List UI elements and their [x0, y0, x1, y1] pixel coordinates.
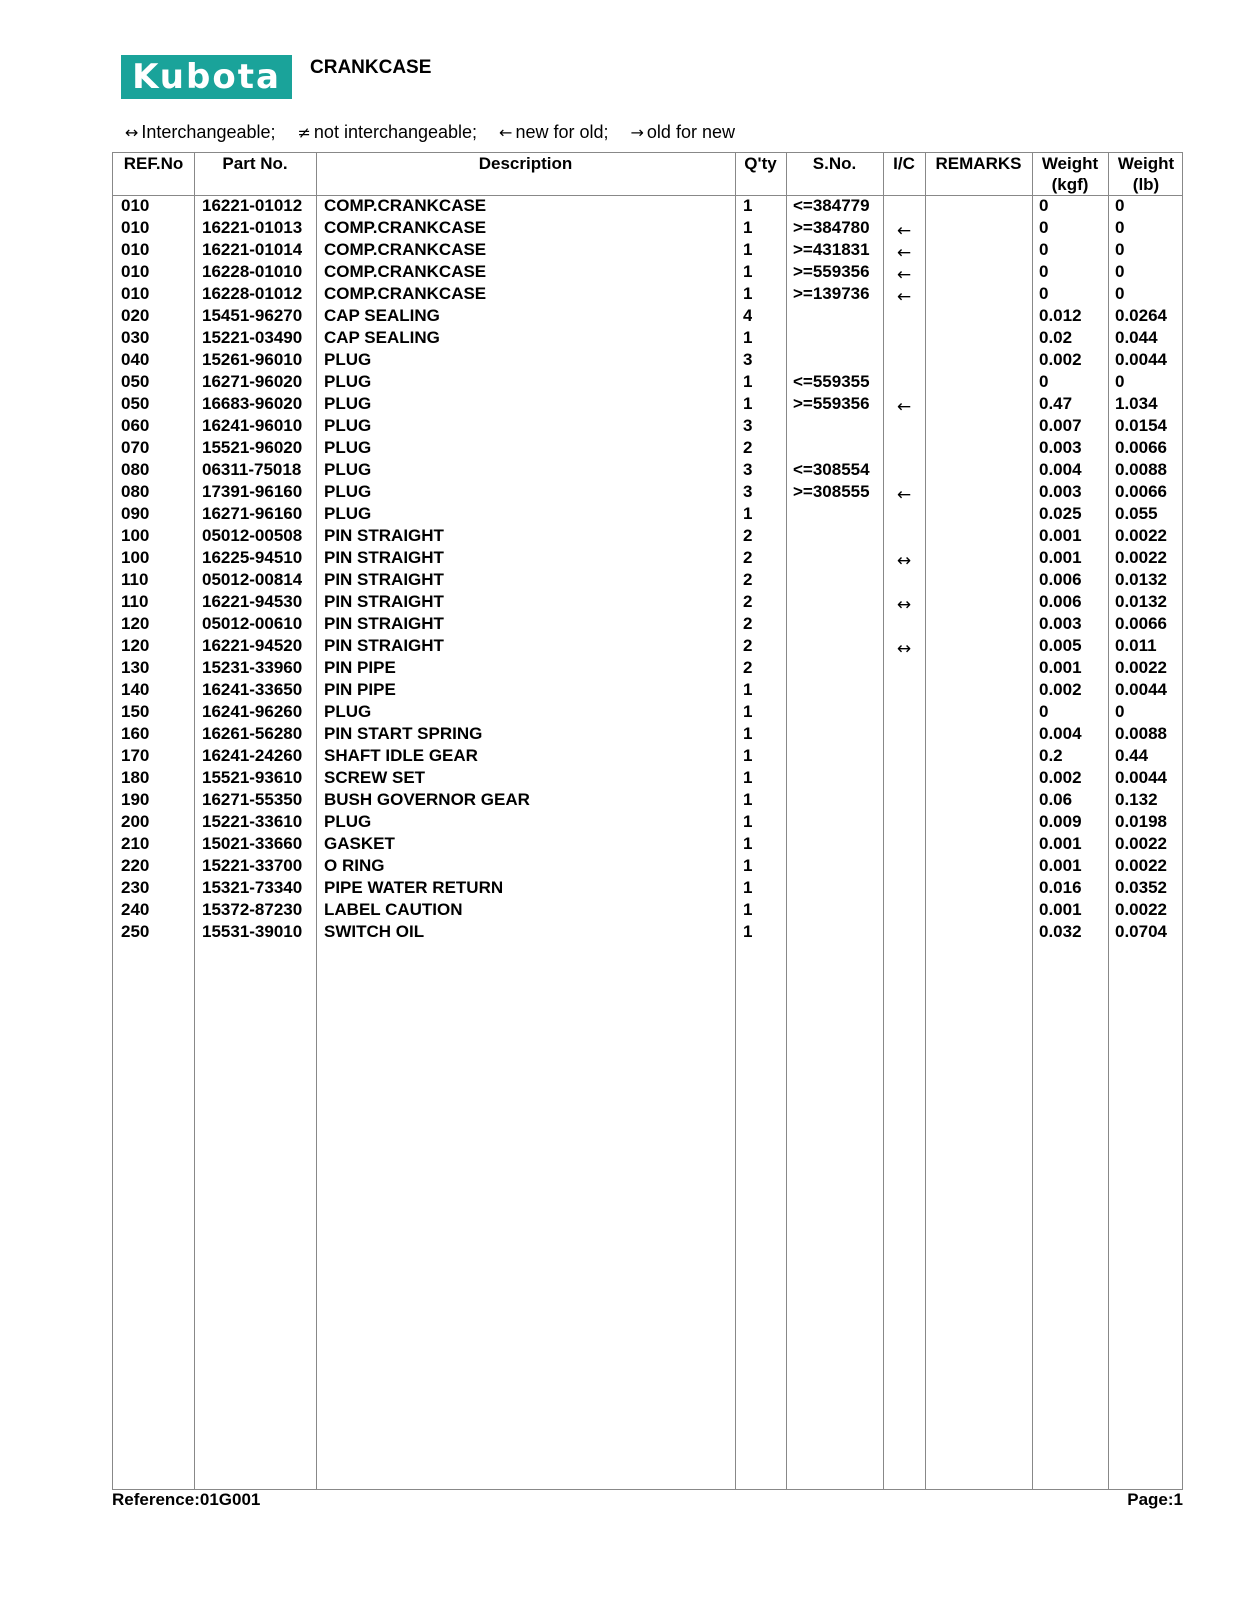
table-row [113, 415, 1182, 437]
table-row [113, 635, 1182, 657]
cell-description: PLUG [324, 504, 372, 523]
header-qty: Q'ty [744, 154, 777, 173]
cell-part-no: 15531-39010 [202, 922, 303, 941]
cell-weight-kgf: 0.002 [1039, 768, 1082, 787]
cell-description: PLUG [324, 372, 372, 391]
cell-part-no: 16261-56280 [202, 724, 303, 743]
cell-part-no: 16228-01010 [202, 262, 303, 281]
table-row [113, 349, 1182, 371]
cell-weight-kgf: 0 [1039, 262, 1049, 281]
table-row [113, 833, 1182, 855]
cell-weight-kgf: 0.003 [1039, 614, 1082, 633]
cell-weight-kgf: 0.004 [1039, 460, 1082, 479]
cell-part-no: 16241-96260 [202, 702, 303, 721]
logo-text: Kubota [132, 57, 281, 97]
table-row [113, 679, 1182, 701]
cell-qty: 2 [743, 526, 753, 545]
cell-part-no: 15221-33610 [202, 812, 303, 831]
legend-item [631, 122, 735, 143]
cell-serial-no: >=559356 [793, 262, 870, 281]
header-weight-lb-line2: (lb) [1132, 175, 1160, 194]
cell-weight-kgf: 0.001 [1039, 834, 1082, 853]
cell-ref-no: 190 [121, 790, 150, 809]
cell-part-no: 16683-96020 [202, 394, 303, 413]
cell-weight-kgf: 0.001 [1039, 548, 1082, 567]
cell-qty: 3 [743, 482, 753, 501]
cell-weight-kgf: 0.004 [1039, 724, 1082, 743]
cell-serial-no: >=559356 [793, 394, 870, 413]
cell-ref-no: 130 [121, 658, 150, 677]
cell-weight-lb: 0.0066 [1115, 614, 1167, 633]
cell-part-no: 15221-33700 [202, 856, 303, 875]
cell-weight-kgf: 0.025 [1039, 504, 1082, 523]
cell-weight-lb: 0.044 [1115, 328, 1158, 347]
parts-table [112, 152, 1183, 1490]
cell-qty: 1 [743, 834, 753, 853]
cell-weight-kgf: 0 [1039, 218, 1049, 237]
cell-weight-kgf: 0.47 [1039, 394, 1073, 413]
cell-weight-kgf: 0.001 [1039, 856, 1082, 875]
cell-weight-lb: 0.011 [1115, 636, 1157, 655]
cell-qty: 2 [743, 614, 753, 633]
cell-ref-no: 110 [121, 570, 149, 589]
cell-weight-kgf: 0.005 [1039, 636, 1082, 655]
cell-ref-no: 220 [121, 856, 150, 875]
cell-weight-lb: 0.0154 [1115, 416, 1167, 435]
cell-qty: 1 [743, 284, 753, 303]
cell-description: PIN PIPE [324, 658, 396, 677]
cell-description: COMP.CRANKCASE [324, 262, 487, 281]
table-row [113, 217, 1182, 239]
table-row [113, 305, 1182, 327]
cell-weight-lb: 0.0022 [1115, 900, 1167, 919]
table-row [113, 283, 1182, 305]
cell-qty: 1 [743, 790, 753, 809]
cell-description: PLUG [324, 438, 372, 457]
cell-ref-no: 100 [121, 526, 150, 545]
cell-weight-kgf: 0 [1039, 196, 1049, 215]
cell-description: SHAFT IDLE GEAR [324, 746, 478, 765]
cell-weight-kgf: 0 [1039, 702, 1049, 721]
cell-weight-kgf: 0.06 [1039, 790, 1073, 809]
legend-label: old for new [646, 122, 735, 142]
cell-qty: 1 [743, 878, 753, 897]
cell-serial-no: >=308555 [793, 482, 870, 501]
legend [125, 122, 735, 143]
cell-part-no: 05012-00814 [202, 570, 303, 589]
cell-description: PLUG [324, 702, 372, 721]
cell-description: PLUG [324, 350, 372, 369]
legend-item [298, 122, 478, 143]
cell-weight-kgf: 0.002 [1039, 350, 1082, 369]
table-row [113, 745, 1182, 767]
table-row [113, 613, 1182, 635]
cell-part-no: 16271-96020 [202, 372, 303, 391]
cell-ref-no: 200 [121, 812, 150, 831]
legend-label: not interchangeable; [313, 122, 478, 142]
cell-description: PLUG [324, 812, 372, 831]
cell-weight-lb: 0 [1115, 284, 1125, 303]
cell-weight-lb: 0 [1115, 196, 1125, 215]
table-row [113, 569, 1182, 591]
cell-qty: 3 [743, 350, 753, 369]
cell-ref-no: 050 [121, 372, 150, 391]
table-row [113, 855, 1182, 877]
table-row [113, 195, 1182, 217]
cell-qty: 3 [743, 416, 753, 435]
cell-qty: 2 [743, 570, 753, 589]
page-number: Page:1 [1127, 1490, 1183, 1509]
table-row [113, 327, 1182, 349]
header-weight-kgf-line2: (kgf) [1051, 175, 1089, 194]
cell-qty: 1 [743, 394, 753, 413]
cell-description: GASKET [324, 834, 395, 853]
header-remarks: REMARKS [935, 154, 1022, 173]
cell-weight-lb: 0 [1115, 262, 1125, 281]
table-row [113, 701, 1182, 723]
cell-part-no: 16271-55350 [202, 790, 303, 809]
cell-part-no: 16241-24260 [202, 746, 303, 765]
table-row [113, 503, 1182, 525]
cell-description: SCREW SET [324, 768, 426, 787]
cell-description: PIN STRAIGHT [324, 592, 444, 611]
table-row [113, 261, 1182, 283]
table-row [113, 789, 1182, 811]
cell-weight-lb: 0.0022 [1115, 856, 1167, 875]
cell-ref-no: 070 [121, 438, 150, 457]
cell-qty: 1 [743, 724, 753, 743]
cell-weight-kgf: 0 [1039, 240, 1049, 259]
cell-weight-kgf: 0.002 [1039, 680, 1082, 699]
cell-ic: ↔ [896, 639, 912, 659]
cell-part-no: 16271-96160 [202, 504, 303, 523]
table-row [113, 591, 1182, 613]
cell-part-no: 15451-96270 [202, 306, 303, 325]
cell-weight-lb: 0 [1115, 702, 1125, 721]
cell-weight-lb: 0.0704 [1115, 922, 1167, 941]
left-arrow-icon: ← [499, 123, 513, 142]
cell-ref-no: 060 [121, 416, 150, 435]
cell-weight-kgf: 0.001 [1039, 658, 1082, 677]
cell-ref-no: 180 [121, 768, 150, 787]
cell-qty: 4 [743, 306, 753, 325]
cell-description: CAP SEALING [324, 306, 440, 325]
cell-ref-no: 050 [121, 394, 150, 413]
cell-serial-no: <=384779 [793, 196, 870, 215]
cell-qty: 1 [743, 768, 753, 787]
header-part-no: Part No. [222, 154, 288, 173]
table-row [113, 723, 1182, 745]
cell-weight-lb: 0.0044 [1115, 768, 1167, 787]
cell-qty: 1 [743, 372, 753, 391]
cell-ref-no: 040 [121, 350, 150, 369]
header-weight-lb [1108, 153, 1184, 195]
cell-description: PIN STRAIGHT [324, 548, 444, 567]
cell-weight-kgf: 0 [1039, 372, 1049, 391]
cell-part-no: 16241-33650 [202, 680, 303, 699]
right-arrow-icon: → [630, 123, 644, 142]
cell-serial-no: <=559355 [793, 372, 870, 391]
cell-ref-no: 010 [121, 240, 150, 259]
cell-part-no: 05012-00508 [202, 526, 303, 545]
cell-weight-lb: 0.132 [1115, 790, 1158, 809]
cell-ref-no: 010 [121, 284, 150, 303]
cell-ic: ↔ [896, 595, 912, 615]
table-row [113, 899, 1182, 921]
cell-serial-no: >=139736 [793, 284, 870, 303]
header-description: Description [478, 154, 573, 173]
cell-description: PIN START SPRING [324, 724, 483, 743]
kubota-logo [121, 55, 292, 99]
cell-qty: 1 [743, 328, 753, 347]
cell-part-no: 16221-94530 [202, 592, 303, 611]
cell-ref-no: 010 [121, 218, 150, 237]
cell-qty: 2 [743, 592, 753, 611]
cell-description: COMP.CRANKCASE [324, 218, 487, 237]
table-row [113, 767, 1182, 789]
cell-weight-kgf: 0.032 [1039, 922, 1082, 941]
cell-description: CAP SEALING [324, 328, 440, 347]
cell-ic: ← [896, 243, 912, 263]
cell-part-no: 16221-01013 [202, 218, 303, 237]
cell-part-no: 06311-75018 [202, 460, 302, 479]
cell-ic: ↔ [896, 551, 912, 571]
table-row [113, 459, 1182, 481]
cell-weight-lb: 0.0198 [1115, 812, 1167, 831]
cell-serial-no: <=308554 [793, 460, 870, 479]
header-ic: I/C [893, 154, 915, 173]
header-ref-no: REF.No [123, 154, 184, 173]
cell-weight-lb: 0.0022 [1115, 526, 1167, 545]
table-row [113, 547, 1182, 569]
table-row [113, 657, 1182, 679]
cell-qty: 2 [743, 658, 753, 677]
cell-weight-lb: 0.0022 [1115, 834, 1167, 853]
cell-weight-lb: 0.44 [1115, 746, 1149, 765]
cell-qty: 1 [743, 922, 753, 941]
cell-description: LABEL CAUTION [324, 900, 463, 919]
header-weight-kgf [1032, 153, 1108, 195]
cell-ref-no: 080 [121, 482, 150, 501]
cell-qty: 1 [743, 504, 753, 523]
cell-part-no: 15021-33660 [202, 834, 303, 853]
cell-qty: 1 [743, 856, 753, 875]
cell-weight-lb: 0.0088 [1115, 460, 1167, 479]
cell-weight-lb: 0.0352 [1115, 878, 1167, 897]
cell-weight-kgf: 0.016 [1039, 878, 1082, 897]
cell-description: PIN STRAIGHT [324, 526, 444, 545]
cell-ref-no: 160 [121, 724, 150, 743]
cell-description: O RING [324, 856, 385, 875]
cell-qty: 1 [743, 196, 753, 215]
table-row [113, 877, 1182, 899]
cell-part-no: 15521-93610 [202, 768, 303, 787]
table-row [113, 811, 1182, 833]
cell-ref-no: 120 [121, 636, 150, 655]
cell-ref-no: 230 [121, 878, 150, 897]
cell-part-no: 15231-33960 [202, 658, 303, 677]
cell-part-no: 16221-01012 [202, 196, 303, 215]
table-row [113, 371, 1182, 393]
table-row [113, 239, 1182, 261]
table-row [113, 525, 1182, 547]
cell-qty: 1 [743, 262, 753, 281]
cell-ic: ← [896, 287, 912, 307]
table-row [113, 437, 1182, 459]
cell-weight-kgf: 0.001 [1039, 900, 1082, 919]
legend-item [499, 122, 608, 143]
cell-qty: 3 [743, 460, 753, 479]
cell-ref-no: 210 [121, 834, 150, 853]
cell-description: COMP.CRANKCASE [324, 240, 487, 259]
table-row [113, 481, 1182, 503]
cell-ref-no: 150 [121, 702, 150, 721]
legend-label: new for old; [515, 122, 609, 142]
cell-ic: ← [896, 265, 912, 285]
cell-qty: 1 [743, 900, 753, 919]
cell-ref-no: 080 [121, 460, 150, 479]
cell-part-no: 15321-73340 [202, 878, 303, 897]
cell-description: PIN STRAIGHT [324, 614, 444, 633]
cell-part-no: 05012-00610 [202, 614, 303, 633]
header-weight-lb-line1: Weight [1117, 154, 1175, 173]
table-row [113, 921, 1182, 943]
cell-weight-kgf: 0.2 [1039, 746, 1063, 765]
not-equal-icon: ≠ [297, 123, 311, 142]
cell-qty: 1 [743, 240, 753, 259]
cell-ref-no: 170 [121, 746, 150, 765]
cell-weight-kgf: 0.003 [1039, 482, 1082, 501]
cell-ref-no: 020 [121, 306, 150, 325]
cell-weight-lb: 0.0044 [1115, 350, 1167, 369]
cell-weight-kgf: 0.006 [1039, 592, 1082, 611]
cell-description: PIN STRAIGHT [324, 570, 444, 589]
cell-description: PLUG [324, 416, 372, 435]
cell-description: PLUG [324, 482, 372, 501]
cell-part-no: 15261-96010 [202, 350, 303, 369]
cell-part-no: 16241-96010 [202, 416, 303, 435]
cell-weight-lb: 0.0132 [1115, 592, 1167, 611]
cell-ic: ← [896, 397, 912, 417]
cell-qty: 1 [743, 218, 753, 237]
page-title: CRANKCASE [310, 57, 432, 78]
cell-ref-no: 090 [121, 504, 150, 523]
cell-description: PIPE WATER RETURN [324, 878, 504, 897]
cell-ref-no: 010 [121, 262, 150, 281]
reference-code: Reference:01G001 [112, 1490, 261, 1509]
cell-part-no: 15221-03490 [202, 328, 303, 347]
cell-description: PLUG [324, 394, 372, 413]
cell-qty: 1 [743, 746, 753, 765]
cell-weight-lb: 0.0044 [1115, 680, 1167, 699]
cell-description: BUSH GOVERNOR GEAR [324, 790, 530, 809]
cell-weight-kgf: 0.006 [1039, 570, 1082, 589]
cell-serial-no: >=384780 [793, 218, 870, 237]
cell-part-no: 16225-94510 [202, 548, 303, 567]
cell-qty: 1 [743, 702, 753, 721]
cell-ref-no: 010 [121, 196, 150, 215]
cell-ref-no: 100 [121, 548, 150, 567]
cell-weight-lb: 0.0088 [1115, 724, 1167, 743]
cell-qty: 2 [743, 548, 753, 567]
cell-ref-no: 140 [121, 680, 150, 699]
table-body [113, 195, 1182, 943]
cell-part-no: 16221-01014 [202, 240, 303, 259]
cell-part-no: 17391-96160 [202, 482, 303, 501]
cell-weight-lb: 0 [1115, 240, 1125, 259]
cell-ic [883, 924, 925, 946]
cell-weight-kgf: 0.001 [1039, 526, 1082, 545]
cell-weight-lb: 0.0264 [1115, 306, 1167, 325]
cell-description: SWITCH OIL [324, 922, 425, 941]
cell-description: COMP.CRANKCASE [324, 284, 487, 303]
cell-ref-no: 110 [121, 592, 149, 611]
cell-qty: 2 [743, 438, 753, 457]
left-right-arrow-icon: ↔ [125, 123, 139, 142]
cell-part-no: 15372-87230 [202, 900, 303, 919]
cell-ref-no: 030 [121, 328, 150, 347]
header-weight-kgf-line1: Weight [1041, 154, 1099, 173]
cell-description: PLUG [324, 460, 372, 479]
cell-qty: 2 [743, 636, 753, 655]
cell-weight-lb: 0.0066 [1115, 482, 1167, 501]
cell-weight-lb: 0.055 [1115, 504, 1158, 523]
cell-weight-lb: 0 [1115, 218, 1125, 237]
cell-weight-lb: 0 [1115, 372, 1125, 391]
cell-description: PIN STRAIGHT [324, 636, 444, 655]
cell-description: PIN PIPE [324, 680, 396, 699]
table-row [113, 393, 1182, 415]
cell-ic: ← [896, 221, 912, 241]
cell-part-no: 16221-94520 [202, 636, 303, 655]
legend-label: Interchangeable; [141, 122, 276, 142]
cell-weight-kgf: 0.003 [1039, 438, 1082, 457]
cell-serial-no: >=431831 [793, 240, 870, 259]
cell-weight-kgf: 0.012 [1039, 306, 1082, 325]
cell-weight-kgf: 0 [1039, 284, 1049, 303]
legend-item [125, 122, 276, 143]
cell-ref-no: 120 [121, 614, 150, 633]
cell-description: COMP.CRANKCASE [324, 196, 487, 215]
cell-qty: 1 [743, 680, 753, 699]
header-serial-no: S.No. [812, 154, 857, 173]
cell-ref-no: 250 [121, 922, 150, 941]
cell-ic: ← [896, 485, 912, 505]
cell-weight-kgf: 0.02 [1039, 328, 1073, 347]
cell-weight-lb: 0.0022 [1115, 548, 1167, 567]
cell-weight-kgf: 0.007 [1039, 416, 1082, 435]
cell-part-no: 16228-01012 [202, 284, 303, 303]
cell-qty: 1 [743, 812, 753, 831]
cell-part-no: 15521-96020 [202, 438, 303, 457]
cell-weight-lb: 1.034 [1115, 394, 1158, 413]
cell-weight-lb: 0.0132 [1115, 570, 1167, 589]
cell-weight-lb: 0.0022 [1115, 658, 1167, 677]
cell-ref-no: 240 [121, 900, 150, 919]
cell-weight-kgf: 0.009 [1039, 812, 1082, 831]
cell-weight-lb: 0.0066 [1115, 438, 1167, 457]
